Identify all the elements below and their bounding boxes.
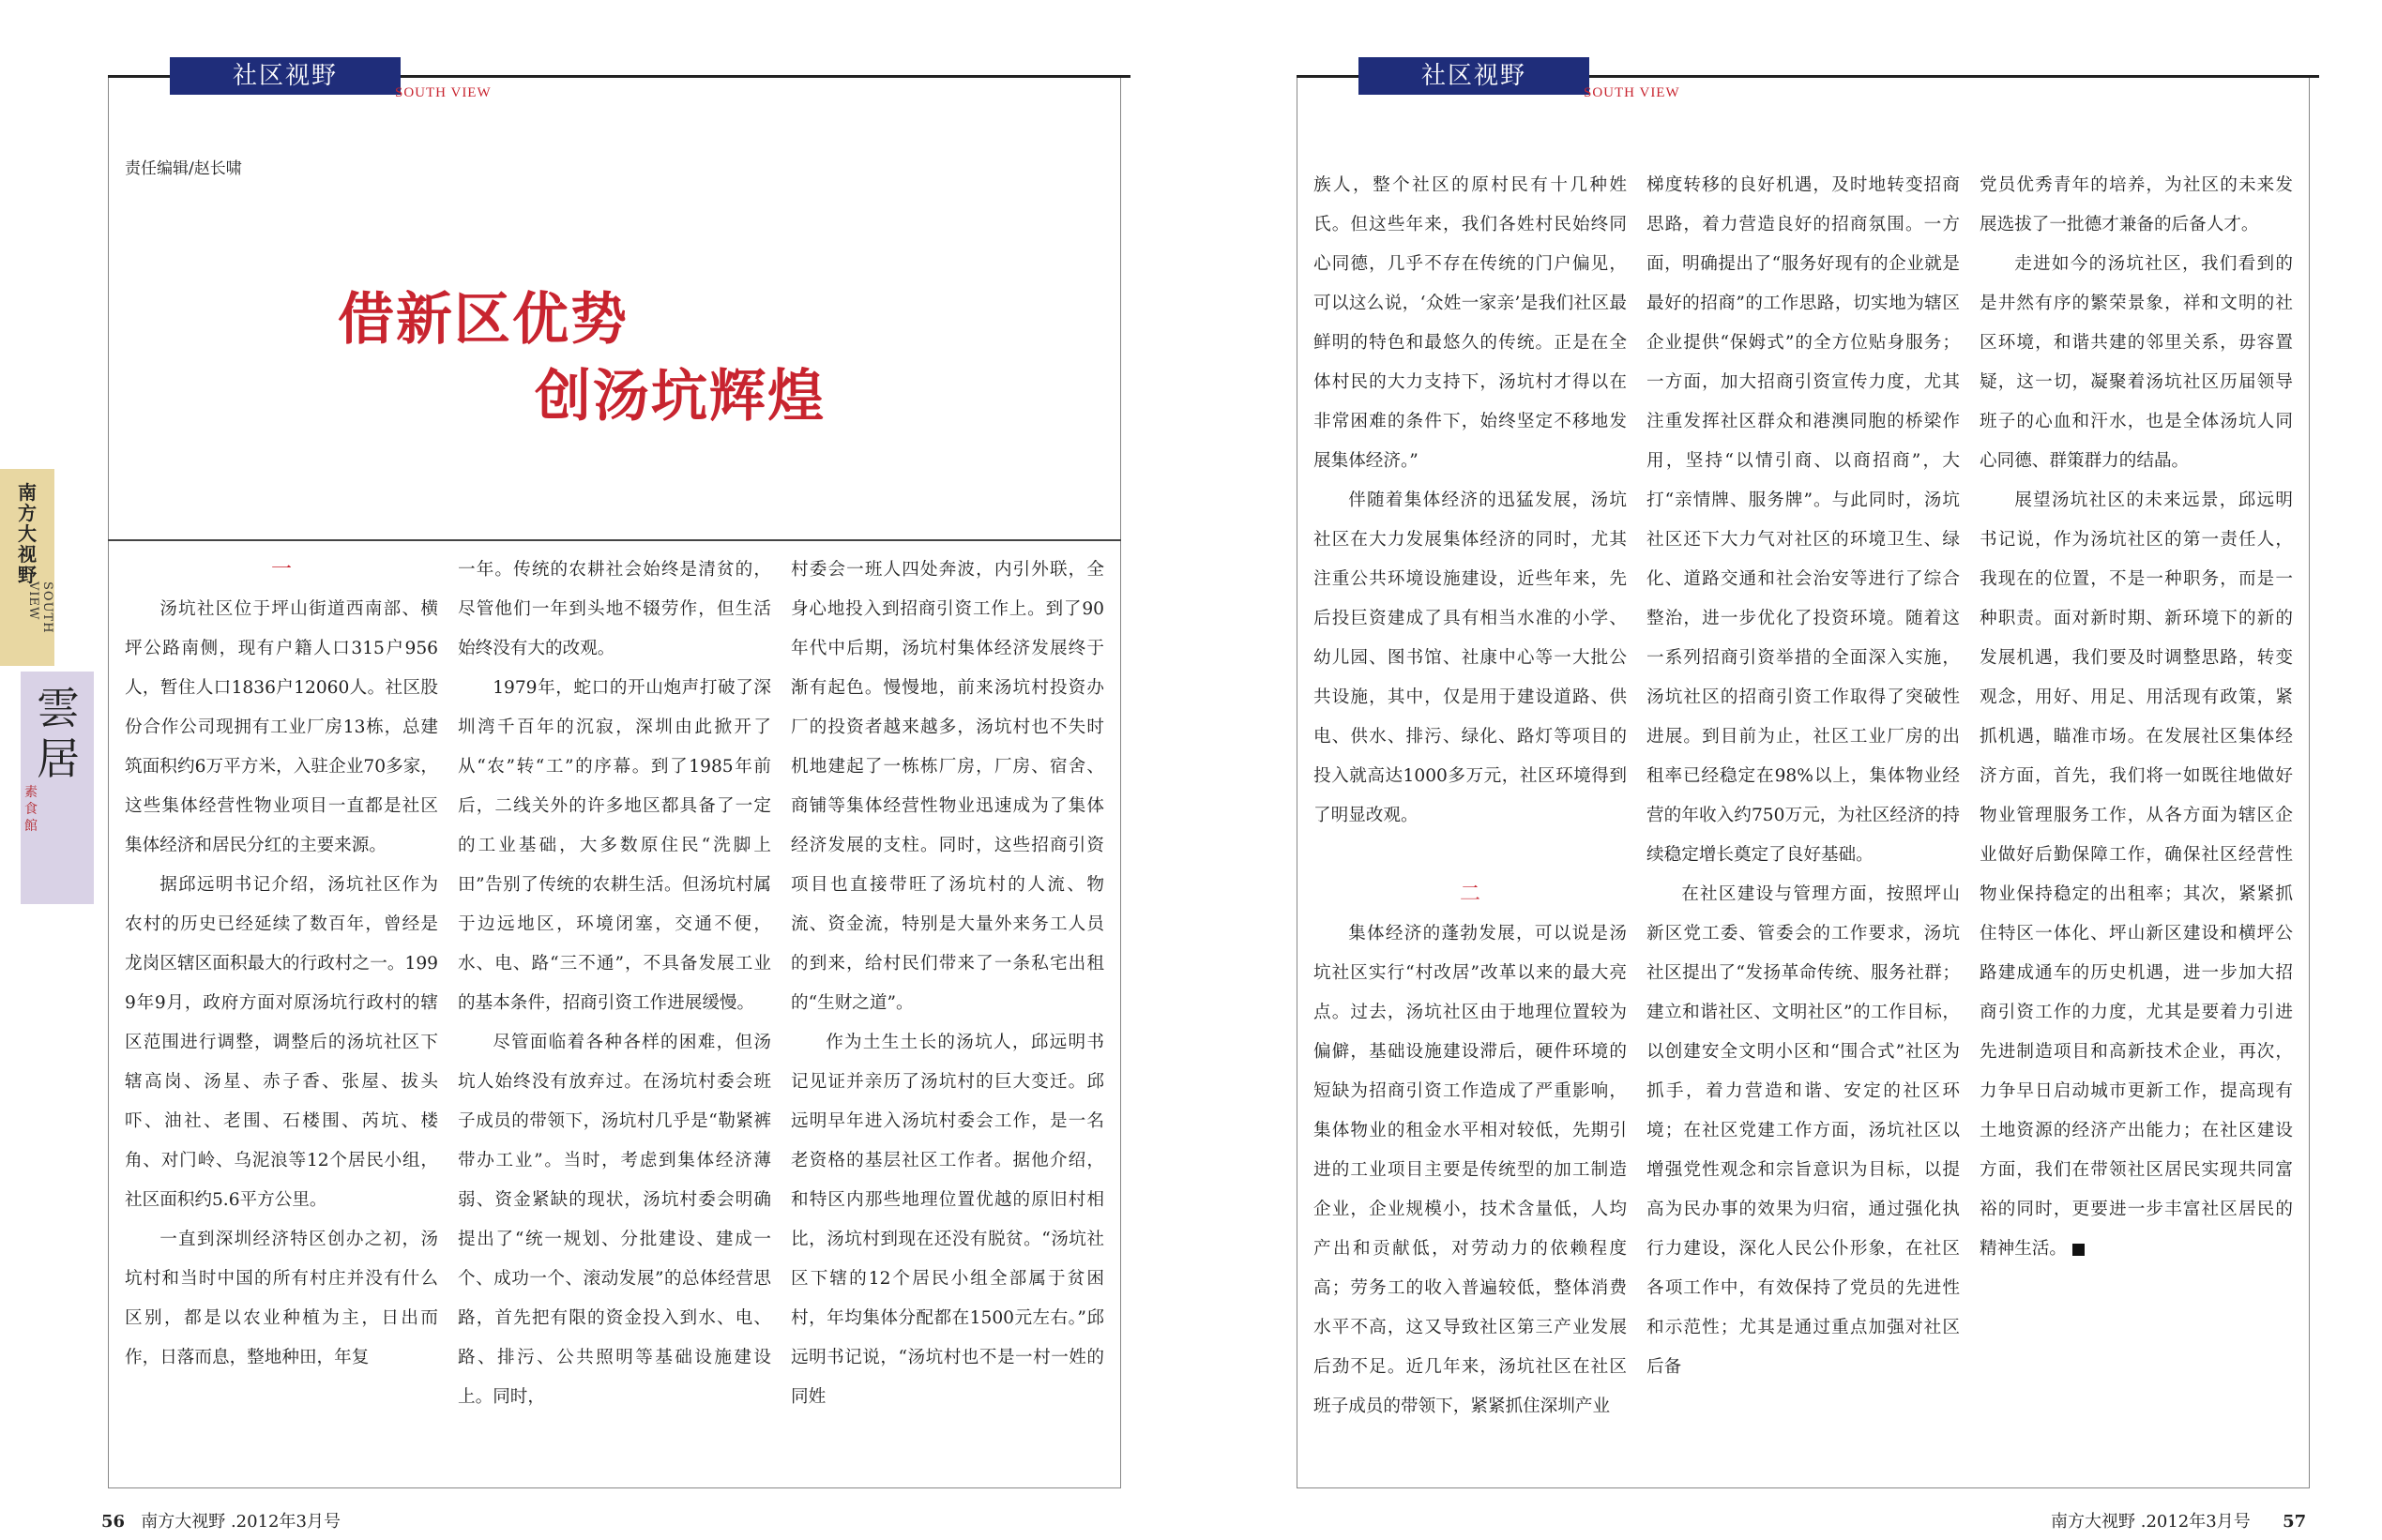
left-folio bbox=[101, 1508, 341, 1532]
left-column-3 bbox=[791, 551, 1104, 1417]
left-page bbox=[108, 62, 1121, 1487]
paragraph: 1979年，蛇口的开山炮声打破了深圳湾千百年的沉寂，深圳由此掀开了从“农”转“工”的序幕。到了1985年前后，二线关外的许多地区都具备了一定的工业基础，大多数原住民“洗脚上田”告别了传统的农耕生活。但汤坑村属于边远地区，环境闭塞，交通不便，水、电、路“三不通”，不具备发展工业的基本条件，招商引资工作进展缓慢。 bbox=[458, 678, 771, 1013]
right-folio bbox=[2051, 1508, 2306, 1532]
paragraph: 据邱远明书记介绍，汤坑社区作为农村的历史已经延续了数百年，曾经是龙岗区辖区面积最大的行政村之一。1999年9月，政府方面对原汤坑行政村的辖区范围进行调整，调整后的汤坑社区下辖高岗、汤星、赤子香、张屋、拔头吓、油社、老围、石楼围、芮坑、楼角、对门岭、乌泥浪等12个居民小组，社区面积约5.6平方公里。 bbox=[125, 875, 438, 1210]
end-mark-icon bbox=[2072, 1244, 2085, 1256]
paragraph: 作为土生土长的汤坑人，邱远明书记见证并亲历了汤坑村的巨大变迁。邱远明早年进入汤坑村委会工作，是一名老资格的基层社区工作者。据他介绍，和特区内那些地理位置优越的原旧村相比，汤坑村到现在还没有脱贫。“汤坑社区下辖的12个居民小组全部属于贫困村，年均集体分配都在1500元左右。”邱远明书记说，“汤坑村也不是一村一姓的同姓 bbox=[791, 1033, 1104, 1407]
paragraph bbox=[1980, 481, 2293, 1269]
advertisement-tab bbox=[21, 672, 94, 904]
folio-text: 南方大视野 .2012年3月号 bbox=[2051, 1512, 2251, 1532]
paragraph: 族人，整个社区的原村民有十几种姓氏。但这些年来，我们各姓村民始终同心同德，几乎不存在传统的门户偏见，可以这么说，‘众姓一家亲’是我们社区最鲜明的特色和最悠久的传统。正是在全体村民的大力支持下，汤坑村才得以在非常困难的条件下，始终坚定不移地发展集体经济。” bbox=[1313, 175, 1627, 471]
paragraph: 一年。传统的农耕社会始终是清贫的，尽管他们一年到头地不辍劳作，但生活始终没有大的改观。 bbox=[458, 560, 771, 658]
magazine-side-tab bbox=[0, 469, 54, 666]
paragraph: 梯度转移的良好机遇，及时地转变招商思路，着力营造良好的招商氛围。一方面，明确提出了“服务好现有的企业就是最好的招商”的工作思路，切实地为辖区企业提供“保姆式”的全方位贴身服务；一方面，加大招商引资宣传力度，尤其注重发挥社区群众和港澳同胞的桥梁作用，坚持“以情引商、以商招商”，大打“亲情牌、服务牌”。与此同时，汤坑社区还下大力气对社区的环境卫生、绿化、道路交通和社会治安等进行了综合整治，进一步优化了投资环境。随着这一系列招商引资举措的全面深入实施，汤坑社区的招商引资工作取得了突破性进展。到目前为止，社区工业厂房的出租率已经稳定在98%以上，集体物业经营的年收入约750万元，为社区经济的持续稳定增长奠定了良好基础。 bbox=[1646, 175, 1960, 865]
left-column-2 bbox=[458, 551, 771, 1417]
section-number: 二 bbox=[1459, 883, 1480, 906]
title-divider bbox=[108, 539, 1121, 541]
south-view-label: SOUTH VIEW bbox=[395, 85, 492, 100]
section-number: 一 bbox=[270, 558, 292, 581]
page-number: 56 bbox=[101, 1512, 126, 1532]
paragraph: 伴随着集体经济的迅猛发展，汤坑社区在大力发展集体经济的同时，尤其注重公共环境设施建设，近些年来，先后投巨资建成了具有相当水准的小学、幼儿园、图书馆、社康中心等一大批公共设施，其中，仅是用于建设道路、供电、供水、排污、绿化、路灯等项目的投入就高达1000多万元，社区环境得到了明显改观。 bbox=[1313, 491, 1627, 825]
right-page bbox=[1297, 62, 2310, 1487]
section-label: 社区视野 bbox=[170, 57, 401, 95]
magazine-name-vertical: 南方大视野 bbox=[18, 481, 37, 586]
paragraph-text: 展望汤坑社区的未来远景，邱远明书记说，作为汤坑社区的第一责任人，我现在的位置，不是一种职务，而是一种职责。面对新时期、新环境下的新的发展机遇，我们要及时调整思路，转变观念，用好、用足、用活现有政策，紧抓机遇，瞄准市场。在发展社区集体经济方面，首先，我们将一如既往地做好物业管理服务工作，从各方面为辖区企业做好后勤保障工作，确保社区经营性物业保持稳定的出租率；其次，紧紧抓住特区一体化、坪山新区建设和横坪公路建成通车的历史机遇，进一步加大招商引资工作的力度，尤其是要着力引进先进制造项目和高新技术企业，再次，力争早日启动城市更新工作，提高现有土地资源的经济产出能力；在社区建设方面，我们在带领社区居民实现共同富裕的同时，更要进一步丰富社区居民的精神生活。 bbox=[1980, 491, 2293, 1259]
article-title-line2: 创汤坑辉煌 bbox=[535, 364, 826, 430]
editor-credit: 责任编辑/赵长啸 bbox=[125, 159, 242, 178]
right-column-2 bbox=[1646, 166, 1960, 1387]
right-column-3 bbox=[1980, 166, 2293, 1269]
page-number: 57 bbox=[2283, 1512, 2307, 1532]
folio-text: 南方大视野 .2012年3月号 bbox=[141, 1512, 341, 1532]
paragraph: 在社区建设与管理方面，按照坪山新区党工委、管委会的工作要求，汤坑社区提出了“发扬革命传统、服务社群；建立和谐社区、文明社区”的工作目标，以创建安全文明小区和“围合式”社区为抓手，着力营造和谐、安定的社区环境；在社区党建工作方面，汤坑社区以增强党性观念和宗旨意识为目标，以提高为民办事的效果为归宿，通过强化执行力建设，深化人民公仆形象，在社区各项工作中，有效保持了党员的先进性和示范性；尤其是通过重点加强对社区后备 bbox=[1646, 884, 1960, 1377]
paragraph: 尽管面临着各种各样的困难，但汤坑人始终没有放弃过。在汤坑村委会班子成员的带领下，汤坑村几乎是“勒紧裤带办工业”。当时，考虑到集体经济薄弱、资金紧缺的现状，汤坑村委会明确提出了“统一规划、分批建设、建成一个、成功一个、滚动发展”的总体经营思路，首先把有限的资金投入到水、电、路、排污、公共照明等基础设施建设上。同时， bbox=[458, 1033, 771, 1407]
paragraph: 汤坑社区位于坪山街道西南部、横坪公路南侧，现有户籍人口315户956人，暂住人口1836户12060人。社区股份合作公司现拥有工业厂房13栋，总建筑面积约6万平方米，入驻企业70多家，这些集体经营性物业项目一直都是社区集体经济和居民分红的主要来源。 bbox=[125, 599, 438, 855]
paragraph: 走进如今的汤坑社区，我们看到的是井然有序的繁荣景象，祥和文明的社区环境，和谐共建的邻里关系，毋容置疑，这一切，凝聚着汤坑社区历届领导班子的心血和汗水，也是全体汤坑人同心同德、群策群力的结晶。 bbox=[1980, 254, 2293, 471]
ad-subtext: 素食館 bbox=[24, 785, 38, 834]
magazine-name-english: SOUTH VIEW bbox=[26, 581, 54, 634]
left-column-1 bbox=[125, 551, 438, 1378]
article-title-line1: 借新区优势 bbox=[338, 287, 629, 353]
section-label: 社区视野 bbox=[1358, 57, 1589, 95]
paragraph: 集体经济的蓬勃发展，可以说是汤坑社区实行“村改居”改革以来的最大亮点。过去，汤坑社区由于地理位置较为偏僻，基础设施建设滞后，硬件环境的短缺为招商引资工作造成了严重影响，集体物业的租金水平相对较低，先期引进的工业项目主要是传统型的加工制造企业，企业规模小，技术含量低，人均产出和贡献低，对劳动力的依赖程度高；劳务工的收入普遍较低，整体消费水平不高，这又导致社区第三产业发展后劲不足。近几年来，汤坑社区在社区班子成员的带领下，紧紧抓住深圳产业 bbox=[1313, 924, 1627, 1416]
ad-calligraphy: 雲居 bbox=[37, 683, 80, 784]
south-view-label: SOUTH VIEW bbox=[1584, 85, 1680, 100]
paragraph: 一直到深圳经济特区创办之初，汤坑村和当时中国的所有村庄并没有什么区别，都是以农业种植为主，日出而作，日落而息，整地种田，年复 bbox=[125, 1230, 438, 1367]
paragraph: 村委会一班人四处奔波，内引外联，全身心地投入到招商引资工作上。到了90年代中后期，汤坑村集体经济发展终于渐有起色。慢慢地，前来汤坑村投资办厂的投资者越来越多，汤坑村也不失时机地建起了一栋栋厂房，厂房、宿舍、商铺等集体经营性物业迅速成为了集体经济发展的支柱。同时，这些招商引资项目也直接带旺了汤坑村的人流、物流、资金流，特别是大量外来务工人员的到来，给村民们带来了一条私宅出租的“生财之道”。 bbox=[791, 560, 1104, 1013]
paragraph: 党员优秀青年的培养，为社区的未来发展选拔了一批德才兼备的后备人才。 bbox=[1980, 175, 2293, 234]
right-column-1 bbox=[1313, 166, 1627, 1427]
